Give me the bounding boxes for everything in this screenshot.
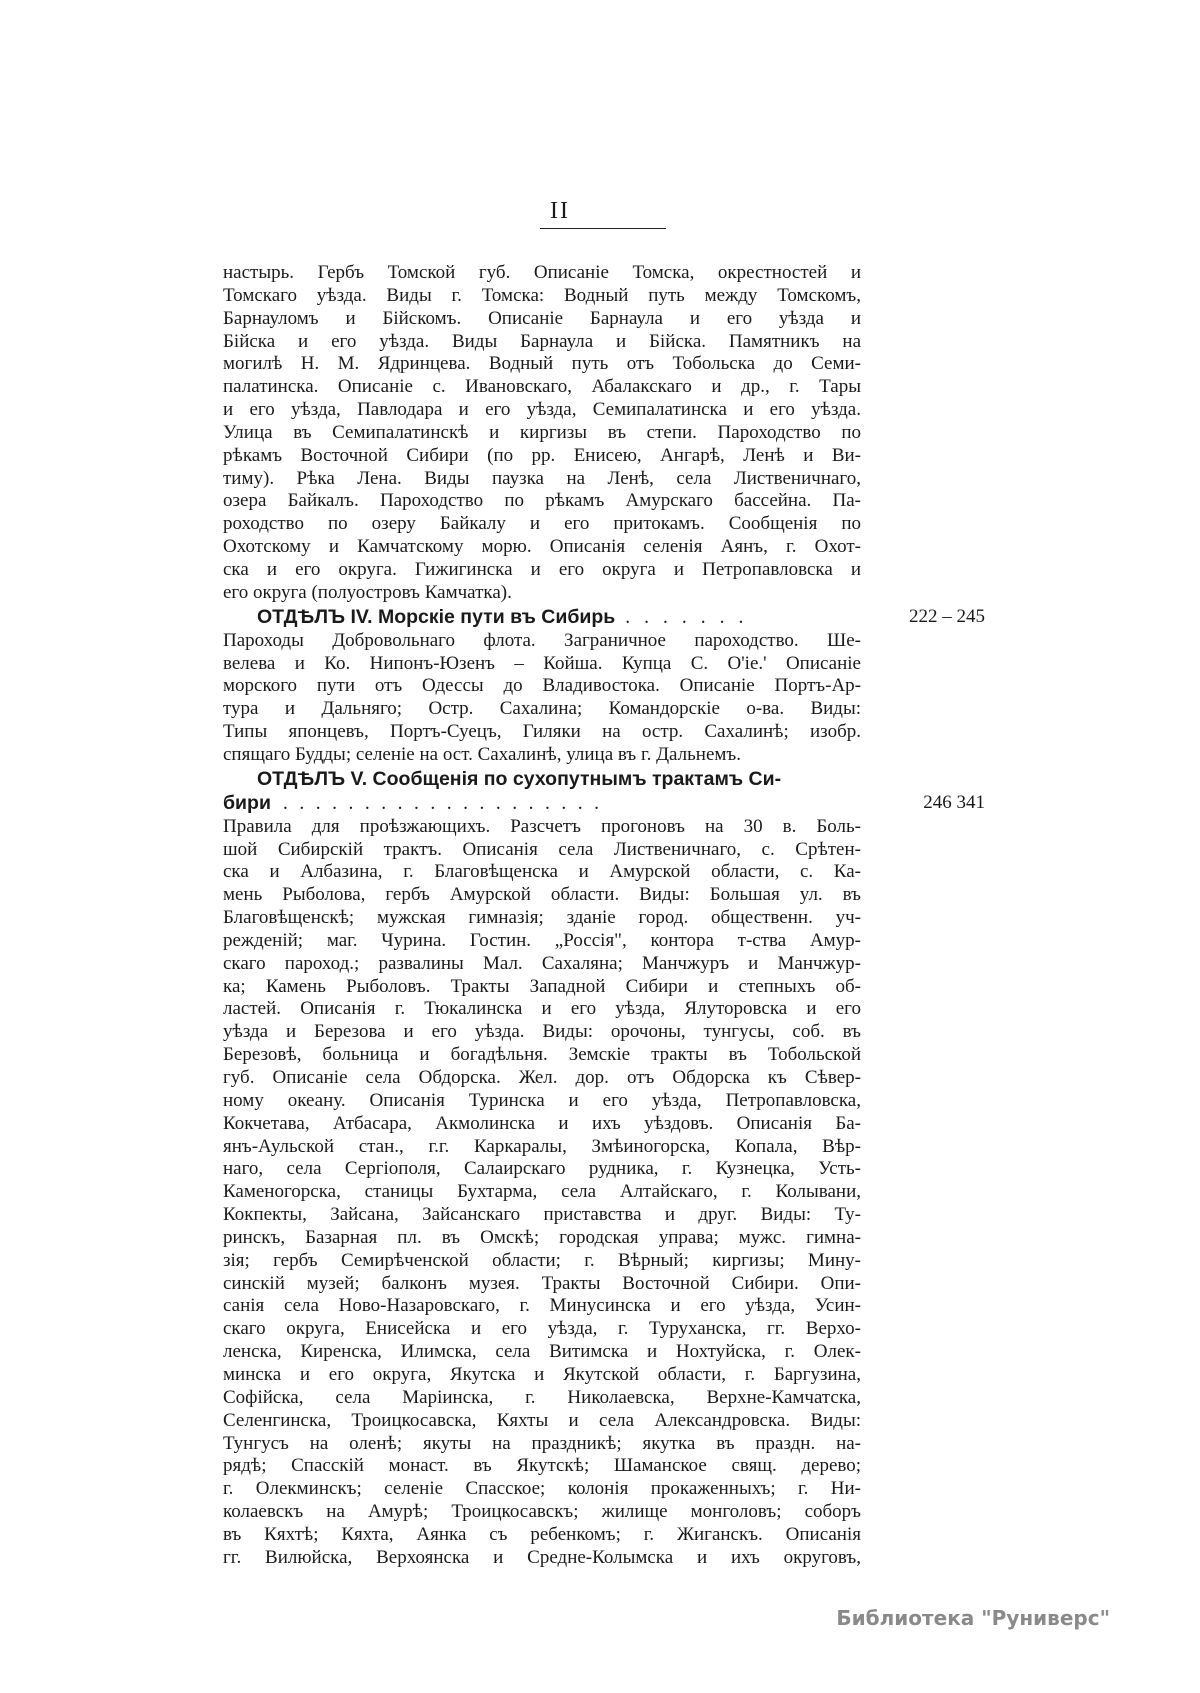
library-watermark: Библиотека "Руниверс" xyxy=(836,1606,1110,1630)
section-4-leader-dots: ....... xyxy=(625,606,758,628)
text-line: морского пути отъ Одессы до Владивостока. Описанiе Портъ-Ар- xyxy=(223,675,861,697)
text-line: мень Рыболова, гербъ Амурской области. Виды: Большая ул. въ xyxy=(223,884,861,906)
text-line: ринскъ, Базарная пл. въ Омскѣ; городская управа; мужс. гимна- xyxy=(223,1226,861,1248)
text-line: Кокпекты, Зайсана, Зайсанскаго приставства и друг. Виды: Ту- xyxy=(223,1204,861,1226)
text-line: зiя; гербъ Семирѣченской области; г. Вѣрный; киргизы; Мину- xyxy=(223,1249,861,1271)
text-line: г. Олекминскъ; селенiе Спасское; колонiя прокаженныхъ; г. Ни- xyxy=(223,1478,861,1500)
text-line: колаевскъ на Амурѣ; Троицкосавскъ; жилище монголовъ; соборъ xyxy=(223,1501,861,1523)
text-line: Софiйска, села Марiинска, г. Николаевска, Верхне-Камчатска, xyxy=(223,1386,861,1408)
text-line: Кокчетава, Атбасара, Акмолинска и ихъ уѣздовъ. Описанiя Ба- xyxy=(223,1112,861,1134)
section-4-title: ОТДѢЛЪ IV. Морскiе пути въ Сибирь xyxy=(257,605,616,628)
text-line: шой Сибирскiй трактъ. Описанiя села Лиственичнаго, с. Срѣтен- xyxy=(223,838,861,860)
text-line: велева и Ко. Нипонъ-Юзенъ – Койша. Купца С. О'iе.' Описанiе xyxy=(223,652,861,674)
text-line: уѣзда и Березова и его уѣзда. Виды: орочоны, тунгусы, соб. въ xyxy=(223,1021,861,1043)
text-line: спящаго Будды; селенiе на ост. Сахалинѣ, улица въ г. Дальнемъ. xyxy=(223,743,742,765)
section-5-text xyxy=(223,816,861,1570)
text-line: ска и Албазина, г. Благовѣщенска и Амурской области, с. Ка- xyxy=(223,861,861,883)
text-line: палатинска. Описанiе с. Ивановскаго, Абалакскаго и др., г. Тары xyxy=(223,376,861,398)
text-line: скаго округа, Енисейска и его уѣзда, г. Туруханска, гг. Верхо- xyxy=(223,1318,861,1340)
section-5-pages: 246 341 xyxy=(923,791,985,813)
text-line: Барнауломъ и Бiйскомъ. Описанiе Барнаула и его уѣзда и xyxy=(223,307,861,329)
text-line: гг. Вилюйска, Верхоянска и Средне-Колымска и ихъ округовъ, xyxy=(223,1546,861,1568)
table-of-contents xyxy=(223,262,985,1570)
header-rule xyxy=(540,228,666,229)
section-5-title-line1: ОТДѢЛЪ V. Сообщенiя по сухопутнымъ трактамъ Си- xyxy=(257,767,782,790)
text-line: Тунгусъ на оленѣ; якуты на праздникѣ; якутка въ праздн. на- xyxy=(223,1432,861,1454)
section-4-text xyxy=(223,630,861,767)
text-line: Томскаго уѣзда. Виды г. Томска: Водный путь между Томскомъ, xyxy=(223,284,861,306)
text-line: настырь. Гербъ Томской губ. Описанiе Томска, окрестностей и xyxy=(223,262,861,283)
text-line: въ Кяхтѣ; Кяхта, Аянка съ ребенкомъ; г. Жиганскъ. Описанiя xyxy=(223,1523,861,1545)
text-line: Пароходы Добровольнаго флота. Заграничное пароходство. Ше- xyxy=(223,629,861,651)
text-line: рѣкамъ Восточной Сибири (по рр. Енисею, Ангарѣ, Ленѣ и Ви- xyxy=(223,444,861,466)
page-number: II xyxy=(550,198,570,224)
text-line: и его уѣзда, Павлодара и его уѣзда, Семипалатинска и его уѣзда. xyxy=(223,399,861,421)
text-line: санiя села Ново-Назаровскаго, г. Минусинска и его уѣзда, Усин- xyxy=(223,1295,861,1317)
section-4-pages: 222 – 245 xyxy=(909,605,985,627)
text-line: Типы японцевъ, Портъ-Суецъ, Гиляки на остр. Сахалинѣ; изобр. xyxy=(223,721,861,743)
text-line: ластей. Описанiя г. Тюкалинска и его уѣзда, Ялуторовска и его xyxy=(223,998,861,1020)
text-line: синскiй музей; балконъ музея. Тракты Восточной Сибири. Опи- xyxy=(223,1272,861,1294)
text-line: Правила для проѣзжающихъ. Разсчетъ прогоновъ на 30 в. Боль- xyxy=(223,815,861,837)
text-line: ка; Камень Рыболовъ. Тракты Западной Сибири и степныхъ об- xyxy=(223,975,861,997)
text-line: могилѣ Н. М. Ядринцева. Водный путь отъ Тобольска до Семи- xyxy=(223,353,861,375)
text-line: Улица въ Семипалатинскѣ и киргизы въ степи. Пароходство по xyxy=(223,421,861,443)
text-line: ному океану. Описанiя Туринска и его уѣзда, Петропавловска, xyxy=(223,1089,861,1111)
text-line: режденiй; маг. Чурина. Гостин. „Россiя", контора т-ства Амур- xyxy=(223,929,861,951)
text-line: Охотскому и Камчатскому морю. Описанiя селенiя Аянъ, г. Охот- xyxy=(223,536,861,558)
text-line: роходство по озеру Байкалу и его притокамъ. Сообщенiя по xyxy=(223,513,861,535)
text-line: ска и его округа. Гижигинска и его округа и Петропавловска и xyxy=(223,558,861,580)
text-line: губ. Описанiе села Обдорска. Жел. дор. отъ Обдорска къ Сѣвер- xyxy=(223,1067,861,1088)
text-line: Бiйска и его уѣзда. Виды Барнаула и Бiйска. Памятникъ на xyxy=(223,330,861,352)
text-line: рядѣ; Спасскiй монаст. въ Якутскѣ; Шаманское свящ. дерево; xyxy=(223,1455,861,1477)
text-line: Благовѣщенскѣ; мужская гимназiя; зданiе город. общественн. уч- xyxy=(223,907,861,929)
text-line: наго, села Сергiополя, Салаирскаго рудника, г. Кузнецка, Усть- xyxy=(223,1158,861,1180)
section-5-leader-dots: .................... xyxy=(282,792,611,814)
text-line: Каменогорска, станицы Бухтарма, села Алтайскаго, г. Колывани, xyxy=(223,1181,861,1203)
text-line: озера Байкалъ. Пароходство по рѣкамъ Амурскаго бассейна. Па- xyxy=(223,490,861,512)
text-line: тиму). Рѣка Лена. Виды паузка на Ленѣ, села Лиственичнаго, xyxy=(223,467,861,489)
block1-text xyxy=(223,262,861,605)
text-line: его округа (полуостровъ Камчатка). xyxy=(223,581,512,603)
section-5-title-line2: бири xyxy=(223,791,271,814)
text-line: скаго пароход.; развалины Мал. Сахаляна; Манчжуръ и Манчжур- xyxy=(223,952,861,974)
section-5-heading-cont xyxy=(223,791,985,816)
section-5-heading xyxy=(223,767,861,791)
text-line: ленска, Киренска, Илимска, села Витимска и Нохтуйска, г. Олек- xyxy=(223,1341,861,1363)
text-line: Селенгинска, Троицкосавска, Кяхты и села Александровска. Виды: xyxy=(223,1409,861,1431)
text-line: янъ-Аульской стан., г.г. Каркаралы, Змѣиногорска, Копала, Вѣр- xyxy=(223,1135,861,1157)
text-line: тура и Дальняго; Остр. Сахалина; Командорскiе о-ва. Виды: xyxy=(223,698,861,720)
section-4-heading xyxy=(223,605,985,630)
text-line: Березовѣ, больница и богадѣльня. Земскiе тракты въ Тобольской xyxy=(223,1044,861,1066)
text-line: минска и его округа, Якутска и Якутской области, г. Баргузина, xyxy=(223,1363,861,1385)
